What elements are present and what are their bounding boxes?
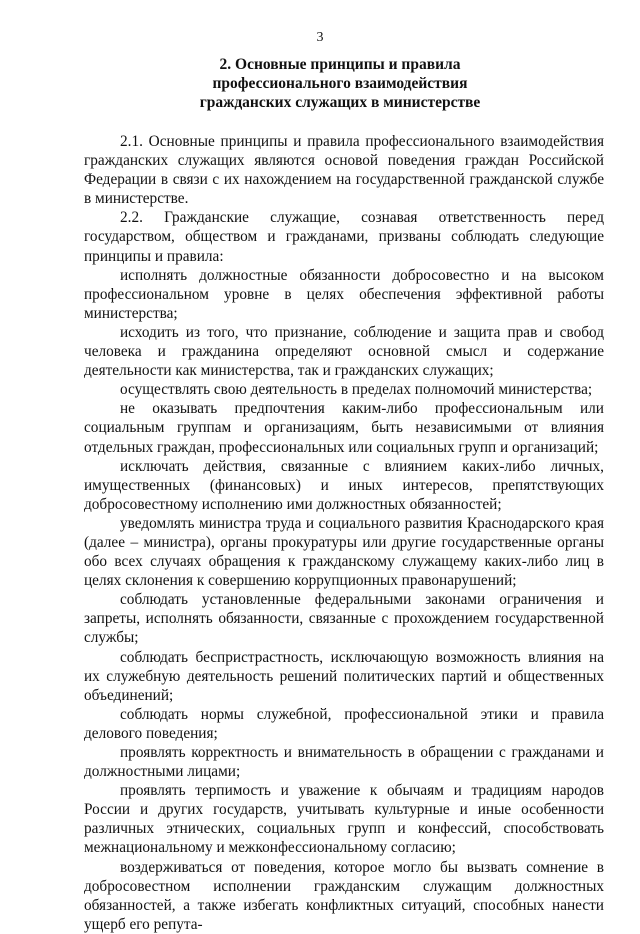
- list-item: исключать действия, связанные с влиянием каких-либо личных, имущественных (финансовых) и иных интересов, препятствующих добросовестному исполнению ими должностных обязанностей;: [84, 457, 604, 513]
- list-item: соблюдать установленные федеральными законами ограничения и запреты, исполнять обязанности, связанные с прохождением государственной службы;: [84, 591, 604, 647]
- paragraph-2-1: 2.1. Основные принципы и правила профессионального взаимодействия гражданских служащих являются основой поведения граждан Российской Федерации в связи с их нахождением на государственной гражданской службе в министерстве.: [84, 133, 604, 208]
- list-item: не оказывать предпочтения каким-либо профессиональным или социальным группам и организациям, быть независимыми от влияния отдельных граждан, профессиональных или социальных групп и организаций;: [84, 400, 604, 456]
- list-item: исходить из того, что признание, соблюдение и защита прав и свобод человека и гражданина определяют основной смысл и содержание деятельности как министерства, так и гражданских служащих;: [84, 323, 604, 380]
- paragraph-2-2: 2.2. Гражданские служащие, сознавая ответственность перед государством, обществом и гражданами, призваны соблюдать следующие принципы и правила:: [84, 209, 604, 265]
- body-text: [84, 132, 604, 934]
- list-item: соблюдать нормы служебной, профессиональной этики и правила делового поведения;: [84, 705, 604, 742]
- page-number: 3: [316, 30, 324, 45]
- list-item: воздерживаться от поведения, которое могло бы вызвать сомнение в добросовестном исполнении гражданским служащим должностных обязанностей, а также избегать конфликтных ситуаций, способных нанести ущерб его репута-: [84, 858, 604, 933]
- section-heading-line-1: 2. Основные принципы и правила: [219, 56, 461, 73]
- section-heading-line-3: гражданских служащих в министерстве: [199, 94, 481, 111]
- section-heading: [80, 55, 600, 112]
- list-item: исполнять должностные обязанности добросовестно и на высоком профессиональном уровне в целях обеспечения эффективной работы министерства;: [84, 266, 604, 322]
- list-item: осуществлять свою деятельность в пределах полномочий министерства;: [120, 381, 593, 399]
- section-heading-line-2: профессионального взаимодействия: [212, 75, 468, 92]
- list-item: уведомлять министра труда и социального развития Краснодарского края (далее – министра), органы прокуратуры или другие государственные органы обо всех случаях обращения к гражданскому служащему каких-либо лиц в целях склонения к совершению коррупционных правонарушений;: [84, 514, 604, 590]
- list-item: проявлять терпимость и уважение к обычаям и традициям народов России и других государств, учитывать культурные и иные особенности различных этнических, социальных групп и конфессий, способствовать межнациональному и межконфессиональному согласию;: [84, 782, 604, 857]
- list-item: проявлять корректность и внимательность в обращении с гражданами и должностными лицами;: [84, 744, 604, 781]
- list-item: соблюдать беспристрастность, исключающую возможность влияния на их служебную деятельность решений политических партий и общественных объединений;: [84, 648, 604, 704]
